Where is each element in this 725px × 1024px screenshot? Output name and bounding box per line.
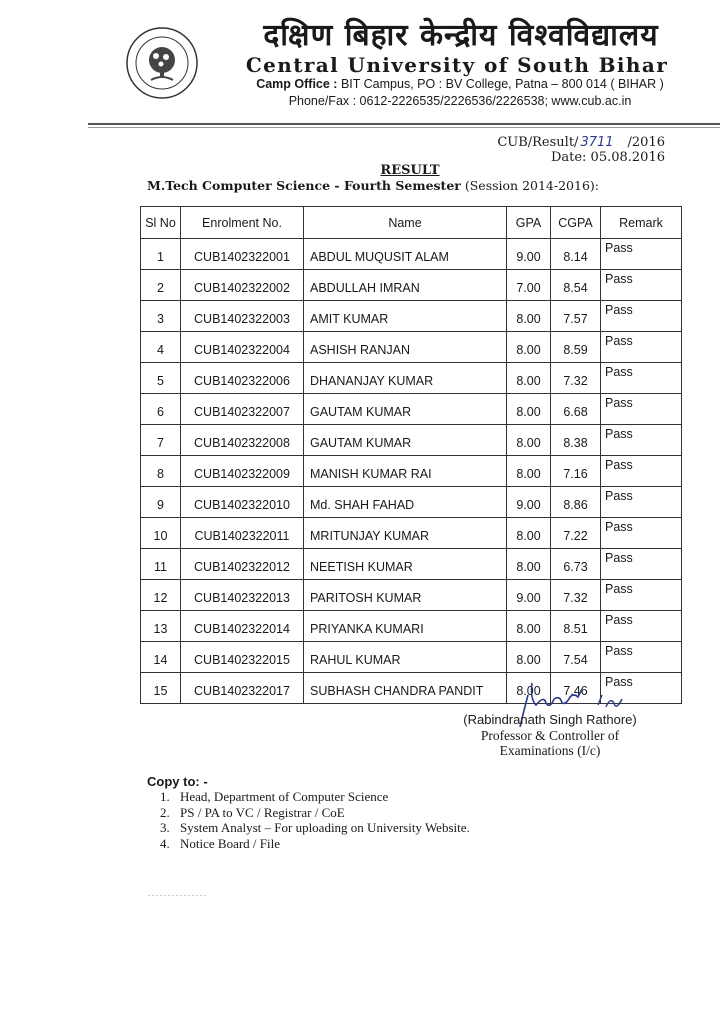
list-item [160, 805, 470, 821]
cell-cgpa [551, 456, 601, 487]
list-item-number: 3. [160, 820, 170, 835]
header-enrolment: Enrolment No. [181, 207, 304, 239]
list-item-text: Notice Board / File [180, 835, 281, 851]
cell-enrolment [181, 301, 304, 332]
cell-name [304, 239, 507, 270]
list-item-number: 1. [160, 789, 170, 804]
table-row [141, 456, 682, 487]
cell-remark-text: Pass [605, 644, 633, 658]
cell-name-text: ABDUL MUQUSIT ALAM [310, 250, 449, 264]
cell-name [304, 363, 507, 394]
list-item-text: System Analyst – For uploading on University Website. [180, 820, 470, 835]
cell-cgpa-text: 6.68 [563, 405, 588, 419]
cell-name-text: ABDULLAH IMRAN [310, 281, 420, 295]
cell-cgpa [551, 332, 601, 363]
cell-sl-no [141, 580, 181, 611]
cell-remark-text: Pass [605, 365, 633, 379]
cell-remark [601, 518, 682, 549]
cell-sl-no [141, 611, 181, 642]
camp-office-label: Camp Office : [256, 77, 338, 91]
faint-stamp-mark [148, 893, 208, 898]
cell-enrolment [181, 673, 304, 704]
cell-sl-no-text: 2 [157, 281, 164, 295]
cell-cgpa-text: 8.59 [563, 343, 588, 357]
programme-name: M.Tech Computer Science - Fourth Semester [147, 178, 461, 193]
cell-sl-no [141, 549, 181, 580]
cell-sl-no [141, 301, 181, 332]
cell-name [304, 487, 507, 518]
cell-gpa-text: 8.00 [516, 467, 541, 481]
cell-cgpa-text: 8.14 [563, 250, 588, 264]
cell-cgpa [551, 363, 601, 394]
cell-remark-text: Pass [605, 334, 633, 348]
list-item-number: 4. [160, 835, 170, 851]
list-item [160, 820, 470, 836]
university-name-hindi: दक्षिण बिहार केन्द्रीय विश्वविद्यालय [263, 18, 659, 53]
header-name: Name [304, 207, 507, 239]
cell-remark [601, 332, 682, 363]
cell-remark [601, 301, 682, 332]
cell-sl-no [141, 456, 181, 487]
cell-remark [601, 549, 682, 580]
cell-name-text: SUBHASH CHANDRA PANDIT [310, 684, 484, 698]
list-item-text: PS / PA to VC / Registrar / CoE [180, 804, 345, 820]
cell-gpa-text: 8.00 [516, 529, 541, 543]
cell-enrolment-text: CUB1402322014 [194, 622, 290, 636]
cell-sl-no [141, 239, 181, 270]
list-item-number: 2. [160, 804, 170, 820]
camp-office-text: BIT Campus, PO : BV College, Patna – 800 014 ( BIHAR ) [340, 77, 664, 91]
list-item-text: Head, Department of Computer Science [180, 789, 389, 804]
cell-gpa [507, 363, 551, 394]
cell-name-text: PARITOSH KUMAR [310, 591, 422, 605]
cell-sl-no-text: 5 [157, 374, 164, 388]
cell-enrolment [181, 549, 304, 580]
cell-enrolment [181, 270, 304, 301]
cell-remark [601, 239, 682, 270]
cell-gpa [507, 394, 551, 425]
session-text: (Session 2014-2016): [464, 178, 600, 193]
cell-cgpa [551, 270, 601, 301]
cell-sl-no [141, 394, 181, 425]
table-row [141, 518, 682, 549]
cell-sl-no [141, 642, 181, 673]
cell-remark-text: Pass [605, 396, 633, 410]
cell-sl-no-text: 7 [157, 436, 164, 450]
cell-enrolment-text: CUB1402322003 [194, 312, 290, 326]
cell-enrolment [181, 642, 304, 673]
cell-cgpa [551, 239, 601, 270]
cell-gpa [507, 332, 551, 363]
cell-sl-no-text: 10 [153, 529, 168, 543]
header-sl-no: Sl No [141, 207, 181, 239]
cell-cgpa-text: 7.46 [563, 684, 588, 698]
cell-gpa-text: 8.00 [516, 436, 541, 450]
cell-name-text: NEETISH KUMAR [310, 560, 413, 574]
cell-gpa-text: 8.00 [516, 560, 541, 574]
table-row [141, 425, 682, 456]
cell-cgpa [551, 301, 601, 332]
cell-name [304, 580, 507, 611]
cell-remark [601, 487, 682, 518]
university-name-english: Central University of South Bihar [245, 53, 669, 77]
cell-enrolment-text: CUB1402322011 [194, 529, 290, 543]
table-row [141, 239, 682, 270]
cell-cgpa-text: 7.54 [563, 653, 588, 667]
table-row [141, 301, 682, 332]
cell-remark-text: Pass [605, 303, 633, 317]
cell-name [304, 425, 507, 456]
cell-name [304, 332, 507, 363]
cell-cgpa [551, 580, 601, 611]
cell-name [304, 456, 507, 487]
cell-cgpa-text: 8.51 [563, 622, 588, 636]
cell-sl-no-text: 6 [157, 405, 164, 419]
cell-name-text: RAHUL KUMAR [310, 653, 401, 667]
cell-gpa [507, 239, 551, 270]
cell-name-text: ASHISH RANJAN [310, 343, 411, 357]
cell-cgpa-text: 8.38 [563, 436, 588, 450]
cell-remark [601, 363, 682, 394]
cell-enrolment-text: CUB1402322002 [194, 281, 290, 295]
phone-fax-line: Phone/Fax : 0612-2226535/2226536/2226538; www.cub.ac.in [288, 94, 632, 108]
cell-sl-no-text: 3 [157, 312, 164, 326]
cell-remark-text: Pass [605, 582, 633, 596]
cell-sl-no-text: 9 [157, 498, 164, 512]
cell-name [304, 301, 507, 332]
cell-cgpa-text: 7.32 [563, 374, 588, 388]
camp-office-address [225, 77, 695, 91]
cell-gpa-text: 7.00 [516, 281, 541, 295]
issue-date: Date: 05.08.2016 [550, 150, 665, 165]
header-gpa: GPA [507, 207, 551, 239]
programme-subtitle [147, 178, 667, 193]
cell-name [304, 394, 507, 425]
cell-remark-text: Pass [605, 458, 633, 472]
cell-sl-no [141, 270, 181, 301]
cell-name-text: GAUTAM KUMAR [310, 436, 412, 450]
cell-sl-no [141, 518, 181, 549]
cell-gpa-text: 8.00 [516, 343, 541, 357]
cell-gpa [507, 642, 551, 673]
cell-sl-no [141, 425, 181, 456]
cell-gpa [507, 611, 551, 642]
table-row [141, 642, 682, 673]
cell-gpa [507, 425, 551, 456]
cell-gpa [507, 487, 551, 518]
cell-gpa-text: 8.00 [516, 374, 541, 388]
cell-remark-text: Pass [605, 613, 633, 627]
table-header-row [141, 207, 682, 239]
cell-sl-no-text: 8 [157, 467, 164, 481]
cell-name [304, 270, 507, 301]
cell-enrolment-text: CUB1402322012 [194, 560, 290, 574]
cell-remark-text: Pass [605, 675, 633, 689]
cell-remark-text: Pass [605, 551, 633, 565]
copy-to-heading: Copy to: - [147, 774, 208, 789]
list-item [160, 836, 470, 852]
cell-enrolment [181, 363, 304, 394]
cell-gpa-text: 9.00 [516, 498, 541, 512]
table-row [141, 487, 682, 518]
cell-gpa-text: 8.00 [516, 405, 541, 419]
cell-gpa-text: 9.00 [516, 591, 541, 605]
cell-gpa [507, 518, 551, 549]
cell-cgpa-text: 8.86 [563, 498, 588, 512]
table-body [141, 239, 682, 704]
cell-enrolment [181, 425, 304, 456]
cell-cgpa-text: 7.16 [563, 467, 588, 481]
result-table [140, 206, 682, 704]
reference-prefix: CUB/Result/ [497, 135, 579, 150]
cell-enrolment-text: CUB1402322009 [194, 467, 290, 481]
cell-name-text: AMIT KUMAR [310, 312, 389, 326]
cell-sl-no-text: 13 [153, 622, 168, 636]
cell-sl-no-text: 15 [153, 684, 168, 698]
cell-name-text: PRIYANKA KUMARI [310, 622, 424, 636]
cell-cgpa [551, 394, 601, 425]
cell-sl-no [141, 487, 181, 518]
reference-handwritten-number: 3711 [580, 135, 614, 150]
cell-enrolment [181, 394, 304, 425]
cell-enrolment [181, 487, 304, 518]
cell-enrolment [181, 239, 304, 270]
cell-gpa-text: 9.00 [516, 250, 541, 264]
header-cgpa: CGPA [551, 207, 601, 239]
cell-remark [601, 580, 682, 611]
cell-gpa [507, 580, 551, 611]
cell-enrolment-text: CUB1402322007 [194, 405, 290, 419]
cell-sl-no-text: 4 [157, 343, 164, 357]
cell-enrolment-text: CUB1402322017 [194, 684, 290, 698]
signatory-designation: Professor & Controller of [480, 728, 620, 743]
reference-year: /2016 [627, 135, 665, 150]
cell-remark-text: Pass [605, 520, 633, 534]
cell-remark [601, 270, 682, 301]
cell-sl-no-text: 14 [153, 653, 168, 667]
cell-gpa [507, 301, 551, 332]
document-title: RESULT [380, 163, 440, 178]
cell-sl-no-text: 1 [157, 250, 164, 264]
cell-cgpa [551, 425, 601, 456]
cell-cgpa [551, 642, 601, 673]
cell-name [304, 673, 507, 704]
cell-cgpa [551, 549, 601, 580]
table-row [141, 332, 682, 363]
cell-gpa [507, 549, 551, 580]
table-row [141, 580, 682, 611]
table-row [141, 611, 682, 642]
cell-sl-no [141, 363, 181, 394]
cell-enrolment-text: CUB1402322010 [194, 498, 290, 512]
cell-remark-text: Pass [605, 241, 633, 255]
cell-gpa-text: 8.00 [516, 312, 541, 326]
table-row [141, 549, 682, 580]
reference-number [455, 135, 665, 150]
cell-name-text: MANISH KUMAR RAI [310, 467, 432, 481]
signatory-name: (Rabindranath Singh Rathore) [463, 712, 637, 727]
header-divider-thin [88, 127, 720, 128]
cell-enrolment-text: CUB1402322013 [194, 591, 290, 605]
cell-cgpa [551, 518, 601, 549]
cell-gpa-text: 8.00 [516, 684, 541, 698]
cell-remark [601, 642, 682, 673]
cell-remark [601, 394, 682, 425]
cell-cgpa-text: 7.32 [563, 591, 588, 605]
cell-name-text: DHANANJAY KUMAR [310, 374, 434, 388]
cell-name-text: MRITUNJAY KUMAR [310, 529, 429, 543]
cell-remark-text: Pass [605, 489, 633, 503]
cell-name [304, 642, 507, 673]
university-seal-icon [125, 26, 199, 100]
cell-sl-no [141, 673, 181, 704]
cell-name [304, 611, 507, 642]
table-row [141, 363, 682, 394]
cell-cgpa-text: 6.73 [563, 560, 588, 574]
table-row [141, 394, 682, 425]
cell-enrolment-text: CUB1402322001 [194, 250, 290, 264]
cell-remark-text: Pass [605, 427, 633, 441]
cell-enrolment [181, 456, 304, 487]
cell-remark [601, 456, 682, 487]
cell-cgpa-text: 7.22 [563, 529, 588, 543]
cell-gpa [507, 270, 551, 301]
cell-name [304, 549, 507, 580]
cell-gpa [507, 456, 551, 487]
copy-to-list [160, 789, 470, 851]
cell-remark [601, 425, 682, 456]
header-remark: Remark [601, 207, 682, 239]
cell-cgpa [551, 487, 601, 518]
cell-name-text: GAUTAM KUMAR [310, 405, 412, 419]
cell-enrolment-text: CUB1402322015 [194, 653, 290, 667]
cell-cgpa-text: 7.57 [563, 312, 588, 326]
cell-gpa-text: 8.00 [516, 622, 541, 636]
cell-enrolment [181, 611, 304, 642]
cell-enrolment [181, 332, 304, 363]
list-item [160, 789, 470, 805]
cell-name [304, 518, 507, 549]
cell-gpa-text: 8.00 [516, 653, 541, 667]
header-divider [88, 123, 720, 125]
cell-name-text: Md. SHAH FAHAD [310, 498, 415, 512]
cell-enrolment-text: CUB1402322006 [194, 374, 290, 388]
cell-enrolment-text: CUB1402322004 [194, 343, 290, 357]
cell-remark [601, 611, 682, 642]
cell-enrolment [181, 518, 304, 549]
cell-remark-text: Pass [605, 272, 633, 286]
signatory-designation-line2: Examinations (I/c) [499, 743, 601, 758]
cell-sl-no [141, 332, 181, 363]
cell-sl-no-text: 12 [153, 591, 168, 605]
cell-enrolment-text: CUB1402322008 [194, 436, 290, 450]
cell-enrolment [181, 580, 304, 611]
table-row [141, 270, 682, 301]
cell-sl-no-text: 11 [154, 560, 167, 574]
cell-cgpa-text: 8.54 [563, 281, 588, 295]
cell-cgpa [551, 611, 601, 642]
